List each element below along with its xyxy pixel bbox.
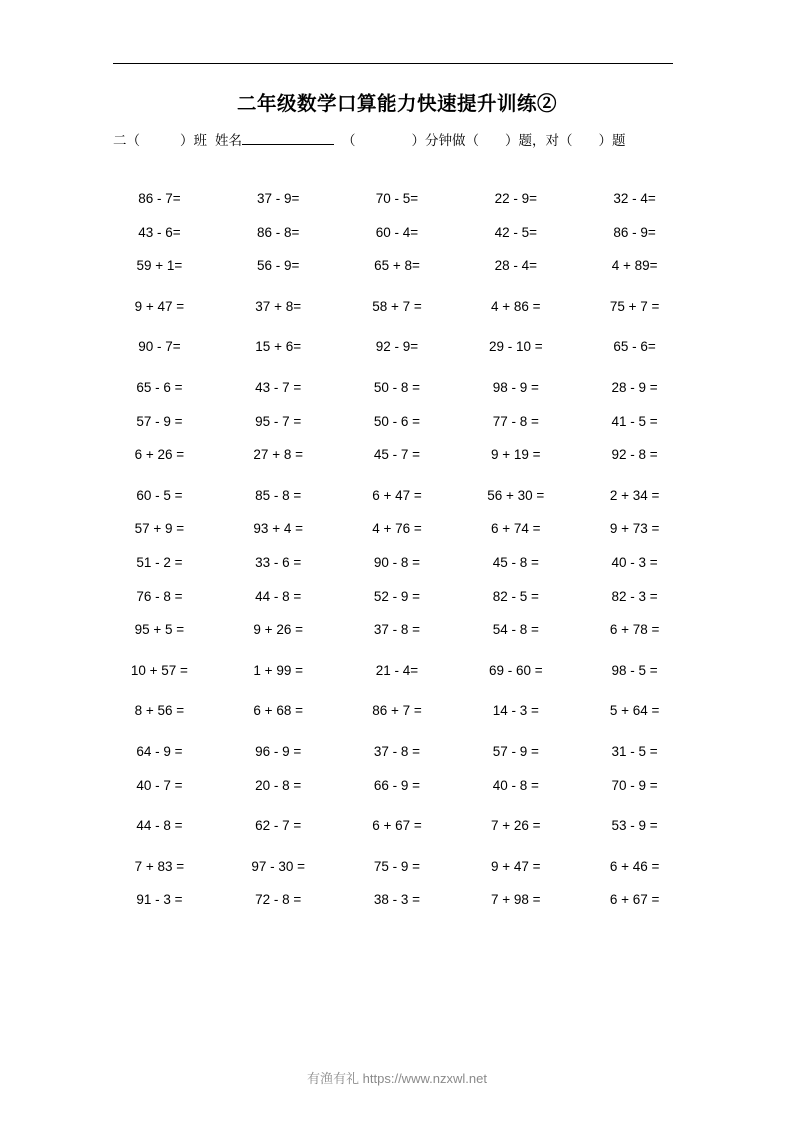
problem-cell[interactable]: 7 + 98 = — [491, 892, 541, 908]
problem-cell[interactable]: 86 + 7 = — [372, 703, 422, 719]
problem-cell[interactable]: 2 + 34 = — [609, 487, 660, 503]
problem-cell[interactable]: 4 + 86 = — [491, 298, 541, 314]
problem-cell[interactable]: 45 - 8 = — [492, 554, 539, 570]
problem-cell[interactable]: 14 - 3 = — [492, 703, 539, 719]
problem-row — [100, 735, 694, 769]
problem-cell[interactable]: 50 - 8 = — [373, 379, 421, 395]
problem-cell[interactable]: 82 - 3 = — [611, 588, 658, 604]
problem-cell[interactable]: 66 - 9 = — [373, 777, 421, 793]
problem-cell[interactable]: 31 - 5 = — [611, 743, 658, 759]
problem-cell[interactable]: 75 + 7 = — [609, 298, 660, 314]
problem-cell[interactable]: 9 + 73 = — [609, 521, 660, 537]
problem-cell[interactable]: 9 + 47 = — [491, 858, 541, 874]
problem-cell[interactable]: 92 - 9= — [375, 339, 419, 355]
problem-cell[interactable]: 5 + 64 = — [609, 703, 660, 719]
problem-cell[interactable]: 9 + 26 = — [253, 622, 303, 638]
problem-cell[interactable]: 4 + 76 = — [372, 521, 422, 537]
problem-row — [100, 438, 694, 472]
minutes-label: ）分钟做（ — [411, 133, 479, 148]
problem-cell[interactable]: 32 - 4= — [613, 191, 656, 206]
problem-row — [100, 580, 694, 614]
problem-cell[interactable]: 96 - 9 = — [255, 743, 302, 759]
problem-cell[interactable]: 53 - 9 = — [611, 818, 658, 834]
problem-row — [100, 883, 694, 917]
problem-cell[interactable]: 6 + 47 = — [372, 487, 422, 503]
problem-cell[interactable]: 90 - 8 = — [373, 554, 421, 570]
problem-row — [100, 330, 694, 364]
problem-cell[interactable]: 43 - 6= — [138, 224, 181, 240]
questions-label: ）题，对（ — [505, 133, 573, 148]
name-input-blank[interactable] — [242, 130, 334, 145]
problem-row — [100, 769, 694, 803]
problem-cell[interactable]: 6 + 46 = — [609, 858, 660, 874]
problem-row — [100, 405, 694, 439]
footer-watermark: 有渔有礼 https://www.nzxwl.net — [307, 1071, 487, 1086]
problem-cell[interactable]: 98 - 5 = — [611, 662, 658, 678]
problem-cell[interactable]: 62 - 7 = — [255, 818, 302, 834]
problem-cell[interactable]: 44 - 8 = — [136, 818, 183, 834]
problem-cell[interactable]: 45 - 7 = — [373, 447, 421, 463]
problem-cell[interactable]: 60 - 4= — [375, 224, 419, 240]
problem-cell[interactable]: 40 - 7 = — [136, 777, 183, 793]
problem-row — [100, 654, 694, 688]
problem-cell[interactable]: 92 - 8 = — [611, 447, 658, 463]
problem-cell[interactable]: 58 + 7 = — [372, 298, 422, 314]
problem-cell[interactable]: 52 - 9 = — [373, 588, 421, 604]
problem-cell[interactable]: 43 - 7 = — [255, 379, 302, 395]
problem-cell[interactable]: 50 - 6 = — [373, 413, 421, 429]
problem-cell[interactable]: 41 - 5 = — [611, 413, 658, 429]
problem-cell[interactable]: 65 - 6 = — [136, 379, 183, 395]
problem-cell[interactable]: 59 + 1= — [136, 258, 183, 274]
problem-cell[interactable]: 22 - 9= — [494, 191, 537, 206]
problem-cell[interactable]: 37 - 8 = — [373, 622, 421, 638]
problem-cell[interactable]: 70 - 9 = — [611, 777, 658, 793]
problem-row — [100, 694, 694, 728]
problem-cell[interactable]: 7 + 83 = — [134, 858, 185, 874]
problem-grid — [100, 182, 694, 917]
problem-cell[interactable]: 6 + 68 = — [253, 703, 303, 719]
problem-cell[interactable]: 7 + 26 = — [491, 818, 541, 834]
problem-cell[interactable]: 9 + 47 = — [134, 298, 185, 314]
problem-cell[interactable]: 38 - 3 = — [373, 892, 421, 908]
problem-row — [100, 182, 694, 216]
student-info-line — [113, 129, 681, 149]
problem-cell[interactable]: 72 - 8 = — [255, 892, 302, 908]
problem-cell[interactable]: 97 - 30 = — [251, 858, 306, 874]
problem-cell[interactable]: 6 + 78 = — [609, 622, 660, 638]
problem-cell[interactable]: 20 - 8 = — [255, 777, 302, 793]
problem-row — [100, 809, 694, 843]
problem-cell[interactable]: 8 + 56 = — [134, 703, 185, 719]
problem-row — [100, 290, 694, 324]
problem-cell[interactable]: 76 - 8 = — [136, 588, 183, 604]
problem-row — [100, 546, 694, 580]
problem-cell[interactable]: 6 + 67 = — [372, 818, 422, 834]
grade-prefix: 二（ — [113, 133, 140, 148]
problem-cell[interactable]: 95 - 7 = — [255, 413, 302, 429]
problem-cell[interactable]: 15 + 6= — [255, 339, 302, 355]
problem-cell[interactable]: 77 - 8 = — [492, 413, 539, 429]
problem-row — [100, 512, 694, 546]
class-label: ）班 — [180, 133, 207, 148]
problem-cell[interactable]: 6 + 67 = — [609, 892, 660, 908]
problem-cell[interactable]: 75 - 9 = — [373, 858, 421, 874]
problem-cell[interactable]: 33 - 6 = — [255, 554, 302, 570]
problem-cell[interactable]: 40 - 8 = — [492, 777, 539, 793]
problem-cell[interactable]: 37 - 9= — [256, 191, 300, 206]
header-divider — [113, 63, 673, 64]
correct-label: ）题 — [598, 133, 626, 148]
problem-cell[interactable]: 54 - 8 = — [492, 622, 539, 638]
problem-cell[interactable]: 60 - 5 = — [136, 487, 183, 503]
problem-cell[interactable]: 10 + 57 = — [130, 662, 188, 678]
problem-row — [100, 850, 694, 884]
problem-cell[interactable]: 69 - 60 = — [488, 662, 543, 678]
problem-cell[interactable]: 64 - 9 = — [136, 743, 183, 759]
problem-cell[interactable]: 21 - 4= — [375, 662, 419, 678]
problem-cell[interactable]: 70 - 5= — [375, 191, 419, 206]
problem-row — [100, 216, 694, 250]
problem-cell[interactable]: 4 + 89= — [611, 258, 658, 274]
problem-cell[interactable]: 44 - 8 = — [255, 588, 302, 604]
paren-open-1: （ — [342, 133, 356, 148]
problem-row — [100, 479, 694, 513]
problem-cell[interactable]: 37 + 8= — [255, 298, 302, 314]
problem-cell[interactable]: 27 + 8 = — [253, 447, 303, 463]
problem-cell[interactable]: 57 + 9 = — [134, 521, 185, 537]
problem-cell[interactable]: 42 - 5= — [494, 224, 537, 240]
problem-cell[interactable]: 40 - 3 = — [611, 554, 658, 570]
problem-cell[interactable]: 91 - 3 = — [136, 892, 183, 908]
problem-cell[interactable]: 86 - 8= — [256, 224, 300, 240]
problem-row — [100, 371, 694, 405]
page-title: 二年级数学口算能力快速提升训练② — [236, 93, 557, 115]
problem-cell[interactable]: 65 - 6= — [613, 339, 656, 355]
problem-cell[interactable]: 9 + 19 = — [491, 447, 541, 463]
problem-cell[interactable]: 95 + 5 = — [134, 622, 185, 638]
problem-cell[interactable]: 57 - 9 = — [136, 413, 183, 429]
problem-row — [100, 613, 694, 647]
problem-cell[interactable]: 82 - 5 = — [492, 588, 539, 604]
problem-cell[interactable]: 93 + 4 = — [253, 521, 303, 537]
problem-cell[interactable]: 90 - 7= — [138, 339, 181, 355]
problem-cell[interactable]: 28 - 4= — [494, 258, 537, 274]
name-label: 姓名 — [215, 133, 242, 148]
problem-cell[interactable]: 57 - 9 = — [492, 743, 539, 759]
problem-cell[interactable]: 6 + 74 = — [491, 521, 541, 537]
problem-cell[interactable]: 56 + 30 = — [487, 487, 545, 503]
problem-cell[interactable]: 1 + 99 = — [253, 662, 303, 678]
problem-cell[interactable]: 28 - 9 = — [611, 379, 658, 395]
problem-cell[interactable]: 51 - 2 = — [136, 554, 183, 570]
problem-cell[interactable]: 98 - 9 = — [492, 379, 539, 395]
problem-cell[interactable]: 29 - 10 = — [488, 339, 543, 355]
problem-cell[interactable]: 86 - 9= — [613, 224, 656, 240]
problem-row — [100, 249, 694, 283]
problem-cell[interactable]: 86 - 7= — [138, 191, 181, 206]
problem-cell[interactable]: 37 - 8 = — [373, 743, 421, 759]
problem-cell[interactable]: 65 + 8= — [374, 258, 420, 274]
problem-cell[interactable]: 85 - 8 = — [255, 487, 302, 503]
problem-cell[interactable]: 6 + 26 = — [134, 447, 185, 463]
problem-cell[interactable]: 56 - 9= — [256, 258, 300, 274]
